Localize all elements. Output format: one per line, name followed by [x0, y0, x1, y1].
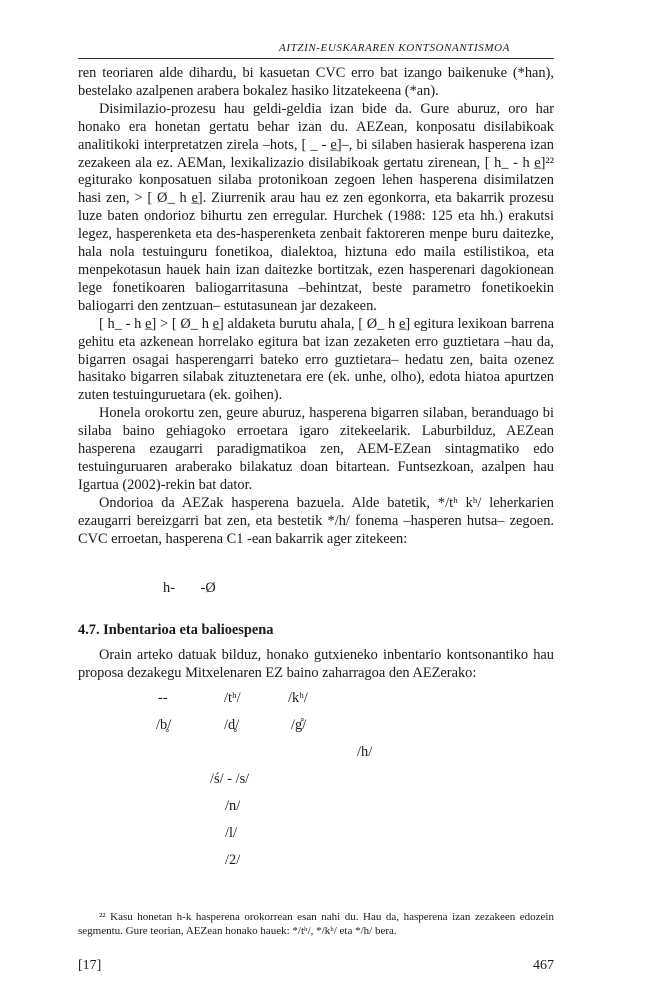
inventory-g: /g̊/	[291, 717, 307, 733]
inventory-s: /ś/ - /s/	[210, 771, 250, 787]
paragraph-1: ren teoriaren alde dihardu, bi kasuetan CVC erro bat izango baikenuke (*han), bestelako azalpenen arabera bokalez hasiko litzatekeena (*an).	[78, 65, 554, 99]
footnote-22: ²² Kasu honetan h-k hasperena orokorrean esan nahi du. Hau da, hasperena izan zezakeen edozein segmentu. Gure teorian, AEZean honako hauek: */tʰ/, */kʰ/ eta */h/ bera.	[78, 911, 554, 937]
paragraph-2: Disimilazio-prozesu hau geldi-geldia izan bide da. Gure aburuz, oro har honako era honetan gertatu behar izan du. AEZean, konposatu disilabikoak analitikoki interpretatzen zirela –hots, [ _ - e̲]–, bi silaben hasierak hasperena izan zezakeen ala ez. AEMan, lexikalizazio disilabikoak gertatu zirenean, [ h_ - h e̲]²² egiturako konposatuen silaba protonikoan zegoen lehen hasperena disimilatzen hasi zen, > [ Ø_ h e̲]. Ziurrenik arau hau ez zen egonkorra, eta bakarrik prozesu luze baten ondorioz bihurtu zen erregular. Hurchek (1988: 125 eta hh.) erakutsi legez, hasperenketa eta des-hasperenketa zenbait faktoreren menpe buru daitezke, hala nola testuinguru fonetikoa, dialektoa, hiztuna edo maila estilistikoa, eta menpekotasun hauek hain izan daitezke bortitzak, ezen hasperenari dagokionean lege fonetikoaren baliogarritasuna –behintzat, beste parametro fonetikoekin baliogarri den zentzuan– estutasunean jar dezakeen.	[78, 100, 554, 314]
inventory-r: /2/	[225, 852, 241, 868]
inventory-th: /tʰ/	[224, 690, 241, 706]
footer-section-number: [17]	[78, 958, 102, 973]
inventory-n: /n/	[225, 798, 241, 814]
paragraph-4: Honela orokortu zen, geure aburuz, hasperena bigarren silaban, beranduago bi silaba baino gehiagoko erroetara igaro zitekeelarik. Laburbilduz, AEZean hasperena ezaugarri paradigmatikoa zen, AEM-EZean sintagmatiko edo testuinguruaren araberako bilakatuz doan bitartean. Funtsezkoan, azalpen hau Igartua (2002)-rekin bat dator.	[78, 405, 554, 493]
header-rule	[78, 58, 554, 59]
paragraph-3: [ h_ - h e̲] > [ Ø_ h e̲] aldaketa burutu ahala, [ Ø_ h e̲] egitura lexikoan barrena gehitu eta azkenean horrelako egitura bat izan zezaketen erro guztietara –hau da, bigarren osagai hasperengarri bateko erro guztietara– hedatu zen, baita ozenez hasitako bigarren silabak zituztenetara ere (ek. unhe, olho), edota hiatoa apurtzen zuten testuinguruetara (ek. goihen).	[78, 315, 554, 404]
inventory-d: /d̥/	[224, 717, 240, 733]
inventory-kh: /kʰ/	[288, 690, 308, 706]
section-paragraph: Orain arteko datuak bilduz, honako gutxieneko inbentario kontsonantiko hau proposa dezakegu Mitxelenaren EZ baino zaharragoa den AEZerako:	[78, 647, 554, 681]
formula-right: -Ø	[200, 580, 216, 596]
inventory-b: /b̥/	[156, 717, 172, 733]
inventory-dash: --	[158, 690, 168, 706]
inventory-h: /h/	[357, 744, 373, 760]
formula-left: h-	[163, 580, 175, 596]
body-text	[78, 65, 554, 548]
page-number: 467	[533, 958, 554, 973]
paragraph-5: Ondorioa da AEZak hasperena bazuela. Alde batetik, */tʰ kʰ/ leherkarien ezaugarri bereizgarri bat zen, eta bestetik */h/ fonema –hasperen hutsa– zegoen. CVC erroetan, hasperena C1 -ean bakarrik ager zitekeen:	[78, 494, 554, 547]
section-heading: 4.7. Inbentarioa eta balioespena	[78, 622, 274, 638]
running-head: AITZIN-EUSKARAREN KONTSONANTISMOA	[279, 42, 510, 54]
inventory-l: /l/	[225, 825, 237, 841]
formula	[163, 580, 238, 597]
